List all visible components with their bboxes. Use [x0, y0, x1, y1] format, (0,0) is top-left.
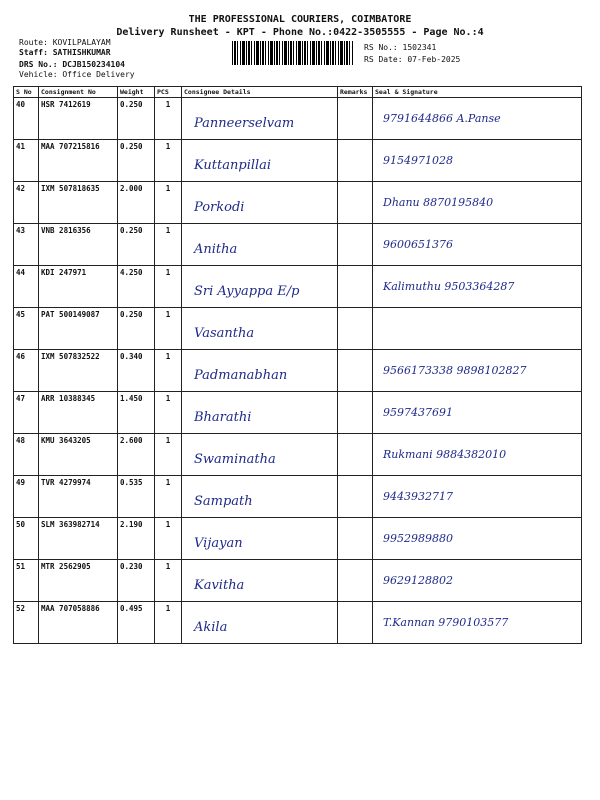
consignee-handwriting: Padmanabhan [194, 368, 288, 383]
cell-remarks [338, 392, 373, 434]
drs-value: DCJB150234104 [62, 60, 125, 69]
cell-signature: 9629128802 [373, 560, 582, 602]
rs-no-line [364, 43, 436, 52]
consignee-handwriting: Panneerselvam [194, 116, 295, 131]
cell-signature: 9952989880 [373, 518, 582, 560]
cell-consignee [182, 350, 338, 392]
cell-sno: 52 [14, 602, 39, 644]
report-subtitle: Delivery Runsheet - KPT - Phone No.:0422-3505555 - Page No.:4 [116, 27, 484, 38]
cell-pcs: 1 [155, 140, 182, 182]
consignee-handwriting: Anitha [194, 242, 238, 257]
cell-remarks [338, 602, 373, 644]
cell-sno: 45 [14, 308, 39, 350]
cell-consignment-no: IXM 507818635 [39, 182, 118, 224]
table-row [14, 98, 582, 140]
cell-weight: 0.230 [118, 560, 155, 602]
cell-remarks [338, 182, 373, 224]
cell-pcs: 1 [155, 350, 182, 392]
table-row [14, 224, 582, 266]
rs-no-label: RS No.: [364, 43, 398, 52]
table-row [14, 560, 582, 602]
staff-line [19, 48, 111, 58]
cell-consignee [182, 224, 338, 266]
cell-remarks [338, 266, 373, 308]
table-row [14, 518, 582, 560]
cell-weight: 0.250 [118, 140, 155, 182]
rs-date-line [364, 55, 460, 64]
cell-remarks [338, 518, 373, 560]
cell-consignment-no: PAT 500149087 [39, 308, 118, 350]
cell-sno: 43 [14, 224, 39, 266]
cell-sno: 44 [14, 266, 39, 308]
rs-date-value: 07-Feb-2025 [407, 55, 461, 64]
cell-pcs: 1 [155, 224, 182, 266]
cell-signature: 9600651376 [373, 224, 582, 266]
table-row [14, 182, 582, 224]
cell-signature: Dhanu 8870195840 [373, 182, 582, 224]
table-row [14, 266, 582, 308]
cell-weight: 0.340 [118, 350, 155, 392]
consignee-handwriting: Vijayan [194, 536, 243, 551]
consignee-handwriting: Kuttanpillai [194, 158, 272, 173]
table-row [14, 476, 582, 518]
cell-consignee [182, 98, 338, 140]
cell-signature: 9154971028 [373, 140, 582, 182]
drs-line [19, 60, 125, 70]
consignee-handwriting: Sampath [194, 494, 253, 509]
cell-consignee [182, 392, 338, 434]
cell-weight: 1.450 [118, 392, 155, 434]
cell-remarks [338, 560, 373, 602]
col-header-weight: Weight [118, 87, 155, 98]
cell-consignment-no: MTR 2562905 [39, 560, 118, 602]
cell-remarks [338, 98, 373, 140]
table-row [14, 602, 582, 644]
table-row [14, 308, 582, 350]
cell-pcs: 1 [155, 434, 182, 476]
rs-no-value: 1502341 [402, 43, 437, 52]
cell-weight: 4.250 [118, 266, 155, 308]
cell-weight: 0.535 [118, 476, 155, 518]
report-title: THE PROFESSIONAL COURIERS, COIMBATORE [188, 14, 412, 25]
cell-sno: 49 [14, 476, 39, 518]
cell-weight: 2.000 [118, 182, 155, 224]
drs-label: DRS No.: [19, 60, 58, 69]
cell-sno: 46 [14, 350, 39, 392]
cell-pcs: 1 [155, 518, 182, 560]
cell-weight: 2.600 [118, 434, 155, 476]
cell-signature: 9566173338 9898102827 [373, 350, 582, 392]
cell-consignee [182, 182, 338, 224]
cell-sno: 50 [14, 518, 39, 560]
cell-pcs: 1 [155, 266, 182, 308]
table-row [14, 350, 582, 392]
cell-consignee [182, 434, 338, 476]
cell-consignee [182, 140, 338, 182]
vehicle-label: Vehicle: [19, 70, 58, 79]
cell-remarks [338, 434, 373, 476]
col-header-signature: Seal & Signature [373, 87, 582, 98]
staff-value: SATHISHKUMAR [52, 48, 111, 57]
cell-consignment-no: TVR 4279974 [39, 476, 118, 518]
cell-weight: 2.190 [118, 518, 155, 560]
route-line [19, 38, 111, 48]
cell-consignee [182, 266, 338, 308]
route-label: Route: [19, 38, 48, 47]
cell-weight: 0.250 [118, 224, 155, 266]
col-header-remarks: Remarks [338, 87, 373, 98]
cell-weight: 0.495 [118, 602, 155, 644]
cell-remarks [338, 224, 373, 266]
cell-consignment-no: KMU 3643205 [39, 434, 118, 476]
runsheet-table [13, 86, 582, 644]
cell-pcs: 1 [155, 308, 182, 350]
staff-label: Staff: [19, 48, 48, 57]
consignee-handwriting: Sri Ayyappa E/p [194, 284, 300, 299]
cell-consignee [182, 476, 338, 518]
cell-signature [373, 308, 582, 350]
col-header-pcs: PCS [155, 87, 182, 98]
vehicle-value: Office Delivery [62, 70, 135, 79]
col-header-consignment: Consignment No [39, 87, 118, 98]
barcode [232, 41, 354, 65]
table-row [14, 140, 582, 182]
cell-pcs: 1 [155, 476, 182, 518]
cell-signature: Kalimuthu 9503364287 [373, 266, 582, 308]
cell-pcs: 1 [155, 392, 182, 434]
cell-signature: 9597437691 [373, 392, 582, 434]
table-row [14, 392, 582, 434]
cell-consignment-no: ARR 10388345 [39, 392, 118, 434]
col-header-sno: S No [14, 87, 39, 98]
cell-consignee [182, 518, 338, 560]
cell-remarks [338, 308, 373, 350]
cell-weight: 0.250 [118, 308, 155, 350]
cell-consignment-no: SLM 363982714 [39, 518, 118, 560]
table-row [14, 434, 582, 476]
cell-sno: 40 [14, 98, 39, 140]
cell-consignee [182, 308, 338, 350]
cell-consignment-no: KDI 247971 [39, 266, 118, 308]
consignee-handwriting: Porkodi [194, 200, 245, 215]
cell-pcs: 1 [155, 182, 182, 224]
cell-consignment-no: VNB 2816356 [39, 224, 118, 266]
cell-remarks [338, 140, 373, 182]
rs-date-label: RS Date: [364, 55, 403, 64]
cell-signature: T.Kannan 9790103577 [373, 602, 582, 644]
cell-pcs: 1 [155, 98, 182, 140]
route-value: KOVILPALAYAM [52, 38, 111, 47]
cell-consignment-no: MAA 707058886 [39, 602, 118, 644]
consignee-handwriting: Kavitha [194, 578, 245, 593]
cell-pcs: 1 [155, 560, 182, 602]
cell-remarks [338, 476, 373, 518]
cell-consignment-no: MAA 707215816 [39, 140, 118, 182]
cell-consignment-no: IXM 507832522 [39, 350, 118, 392]
cell-sno: 51 [14, 560, 39, 602]
cell-sno: 48 [14, 434, 39, 476]
consignee-handwriting: Vasantha [194, 326, 255, 341]
cell-weight: 0.250 [118, 98, 155, 140]
cell-consignee [182, 560, 338, 602]
cell-signature: 9443932717 [373, 476, 582, 518]
consignee-handwriting: Swaminatha [194, 452, 276, 467]
cell-pcs: 1 [155, 602, 182, 644]
col-header-consignee: Consignee Details [182, 87, 338, 98]
cell-consignment-no: HSR 7412619 [39, 98, 118, 140]
cell-signature: Rukmani 9884382010 [373, 434, 582, 476]
vehicle-line [19, 70, 135, 80]
cell-sno: 42 [14, 182, 39, 224]
table-header-row [14, 87, 582, 98]
consignee-handwriting: Bharathi [194, 410, 252, 425]
cell-sno: 41 [14, 140, 39, 182]
cell-remarks [338, 350, 373, 392]
cell-signature: 9791644866 A.Panse [373, 98, 582, 140]
cell-consignee [182, 602, 338, 644]
consignee-handwriting: Akila [194, 620, 228, 635]
cell-sno: 47 [14, 392, 39, 434]
